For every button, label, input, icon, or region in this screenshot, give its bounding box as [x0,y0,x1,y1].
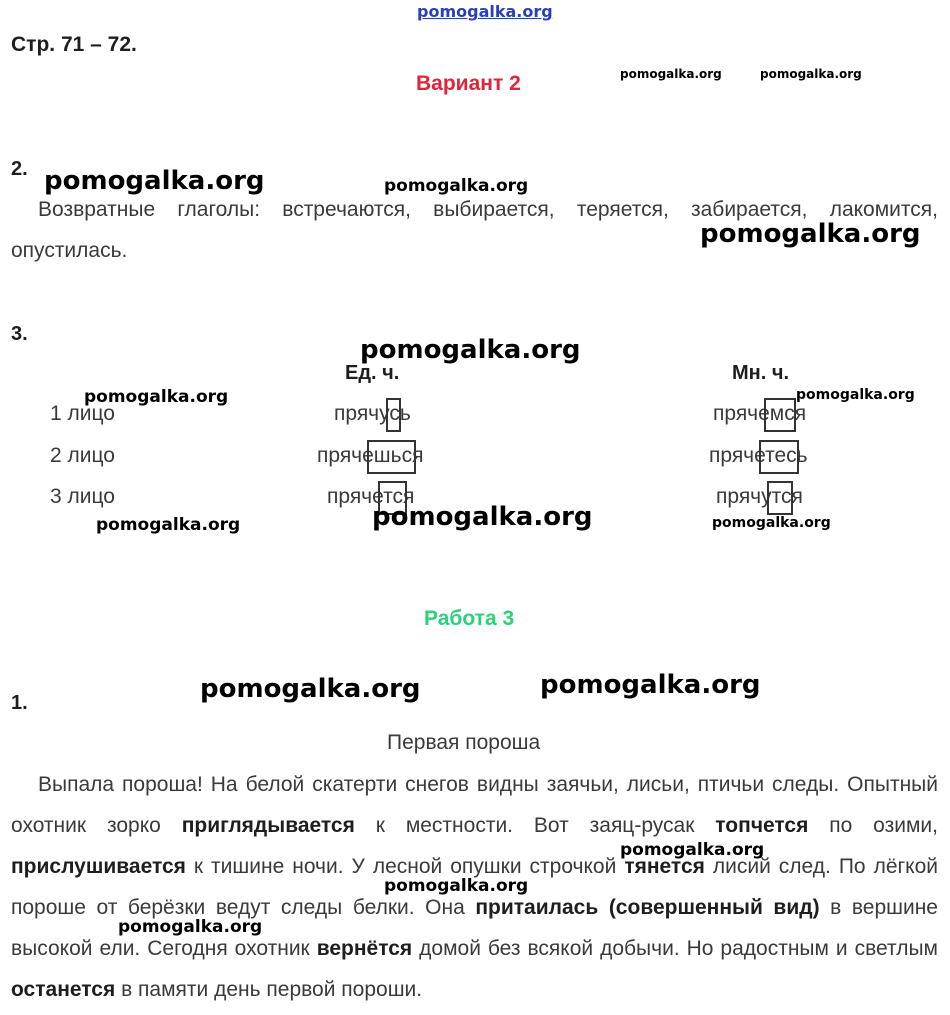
ending-box [386,398,401,432]
story-segment: в вершине высокой ели. Сегодня охотник [11,896,938,960]
story-title: Первая пороша [387,731,541,754]
watermark: pomogalka.org [372,502,593,532]
column-header-plural: Мн. ч. [732,362,790,384]
highlighted-verb: притаилась (совершенный вид) [475,896,820,919]
story-segment: Выпала пороша! На белой скатерти снегов видны заячьи, лисьи, птичьи следы. Опытный охотник зорко [11,773,938,837]
ending-box [759,440,799,474]
watermark: pomogalka.org [620,840,765,860]
story-segment: к местности. Вот заяц-русак [354,814,716,837]
watermark: pomogalka.org [384,176,529,196]
verb-plural: прячутся [716,485,803,508]
highlighted-verb: останется [11,978,116,1001]
verb-plural: прячетесь [709,444,808,467]
story-segment: в памяти день первой пороши. [115,978,423,1001]
person-label: 3 лицо [50,485,115,508]
story-segment: к тишине ночи. У лесной опушки строчкой [185,855,625,878]
watermark: pomogalka.org [84,387,229,407]
ending-box [367,440,416,474]
watermark: pomogalka.org [760,67,862,81]
highlighted-verb: вернётся [316,937,413,960]
watermark: pomogalka.org [200,674,421,704]
ending-box [764,398,796,432]
story-segment: лисий след. По лёгкой пороше от берёзки ведут следы белки. Она [11,855,938,919]
verb-singular: прячусь [334,402,411,425]
highlighted-verb: топчется [715,814,809,837]
watermark: pomogalka.org [118,917,263,937]
watermark: pomogalka.org [700,219,921,249]
task-1-number: 1. [11,692,28,714]
watermark-top-link[interactable]: pomogalka.org [417,2,553,21]
task-2-number: 2. [11,158,28,180]
variant-heading: Вариант 2 [416,72,521,95]
column-header-singular: Ед. ч. [345,362,400,384]
person-label: 2 лицо [50,444,115,467]
highlighted-verb: прислушивается [11,855,186,878]
watermark: pomogalka.org [360,335,581,365]
highlighted-verb: тянется [624,855,705,878]
work-heading: Работа 3 [424,607,515,630]
task-2-answer: Возвратные глаголы: встречаются, выбирается, теряется, забирается, лакомится, опустилась. [11,198,938,262]
watermark: pomogalka.org [712,515,831,531]
watermark: pomogalka.org [796,387,915,403]
watermark: pomogalka.org [44,166,265,196]
story-segment: по озими, [808,814,938,837]
story-segment: домой без всякой добычи. Но радостным и светлым [412,937,938,960]
page-range-title: Стр. 71 – 72. [11,33,137,56]
watermark: pomogalka.org [620,67,722,81]
verb-singular: прячется [327,485,415,508]
verb-plural: прячемся [713,402,807,425]
highlighted-verb: приглядывается [181,814,355,837]
watermark: pomogalka.org [96,515,241,535]
verb-singular: прячешься [317,444,424,467]
watermark: pomogalka.org [540,670,761,700]
watermark: pomogalka.org [384,876,529,896]
person-label: 1 лицо [50,402,115,425]
task-3-number: 3. [11,323,28,345]
ending-box [767,481,793,515]
